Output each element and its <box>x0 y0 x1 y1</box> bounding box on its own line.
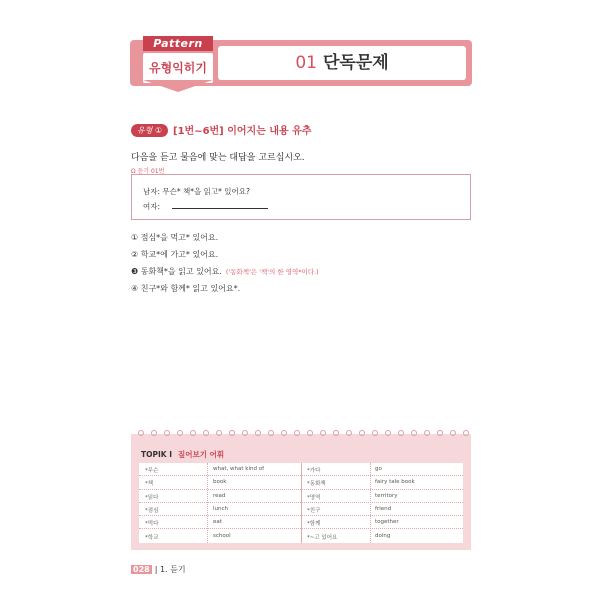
title-text: 단독문제 <box>322 53 389 73</box>
answer-option <box>131 249 218 260</box>
vocab-word: *가다 <box>307 468 321 474</box>
binder-rings-icon <box>131 428 471 438</box>
vocab-meaning: friend <box>375 505 392 512</box>
chevron-down-icon <box>143 80 213 92</box>
vocab-row <box>139 503 301 516</box>
vocab-title-text: 짚어보기 어휘 <box>178 450 225 459</box>
dialog-box <box>131 174 471 220</box>
page-title <box>218 46 466 80</box>
vocab-meaning: read <box>213 492 226 499</box>
vocab-row <box>301 476 463 489</box>
vocab-title <box>141 449 224 460</box>
vocab-meaning: book <box>213 479 227 486</box>
vocab-meaning: territory <box>375 492 398 499</box>
vocab-row <box>139 490 301 503</box>
vocab-column-divider <box>370 463 371 543</box>
vocab-row <box>139 530 301 543</box>
answer-option <box>131 283 240 294</box>
vocab-row <box>301 503 463 516</box>
section-title: [1번~6번] 이어지는 내용 유추 <box>173 126 312 137</box>
footer-section: | 1. 듣기 <box>154 565 186 574</box>
answer-blank <box>172 208 268 209</box>
vocab-title-prefix: TOPIK Ⅰ <box>141 450 172 459</box>
vocab-column-divider <box>207 463 208 543</box>
vocab-word: *점심 <box>145 507 159 514</box>
vocab-meaning: school <box>213 532 231 539</box>
page-footer <box>131 564 186 575</box>
option-note: ('동화책'은 '책'의 한 영역*이다.) <box>225 268 319 276</box>
pattern-tab: Pattern <box>143 36 213 51</box>
vocab-divider <box>301 463 302 543</box>
answer-option <box>131 232 218 243</box>
instruction-text: 다음을 듣고 물음에 맞는 대답을 고르십시오. <box>131 153 305 163</box>
dialog-line-man: 남자: 무슨* 책*을 읽고* 있어요? <box>143 187 250 196</box>
vocab-row <box>301 490 463 503</box>
vocab-row <box>301 530 463 543</box>
vocab-word: *영역 <box>307 494 321 501</box>
pattern-label: 유형익히기 <box>143 53 213 83</box>
answer-option-correct <box>131 266 319 277</box>
vocab-word: *학교 <box>145 534 159 541</box>
vocab-word: *무슨 <box>145 468 159 474</box>
type-badge: 유형 ① <box>131 124 168 137</box>
vocab-word: *친구 <box>307 507 321 514</box>
vocab-word: *먹다 <box>145 521 159 528</box>
page-number: 028 <box>133 565 150 574</box>
option-text: ① 점심*을 먹고* 있어요. <box>131 233 219 242</box>
vocab-row <box>139 516 301 529</box>
vocab-word: *동화책 <box>307 481 326 488</box>
title-number: 01 <box>295 53 317 73</box>
vocab-row <box>139 463 301 476</box>
vocab-meaning: fairy tale book <box>375 479 415 486</box>
option-text: ② 학교*에 가고* 있어요. <box>131 250 219 259</box>
option-text: ❸ 동화책*을 읽고 있어요. <box>131 267 222 276</box>
listening-track-label: Ω 듣기 01번 <box>131 168 165 175</box>
vocab-meaning: together <box>375 519 399 526</box>
vocab-row <box>301 463 463 476</box>
vocab-meaning: go <box>375 466 382 472</box>
vocab-meaning: what, what kind of <box>213 466 265 472</box>
vocab-word: *~고 있어요 <box>307 534 338 541</box>
dialog-line-woman: 여자: <box>143 202 161 211</box>
option-text: ④ 친구*와 함께* 읽고 있어요*. <box>131 284 241 293</box>
vocab-row <box>301 516 463 529</box>
vocab-word: *읽다 <box>145 494 159 501</box>
vocab-meaning: eat <box>213 519 222 526</box>
vocab-row <box>139 476 301 489</box>
vocab-meaning: lunch <box>213 505 229 512</box>
vocab-word: *함께 <box>307 521 321 528</box>
vocab-word: *책 <box>145 481 154 488</box>
vocab-meaning: doing <box>375 532 391 539</box>
